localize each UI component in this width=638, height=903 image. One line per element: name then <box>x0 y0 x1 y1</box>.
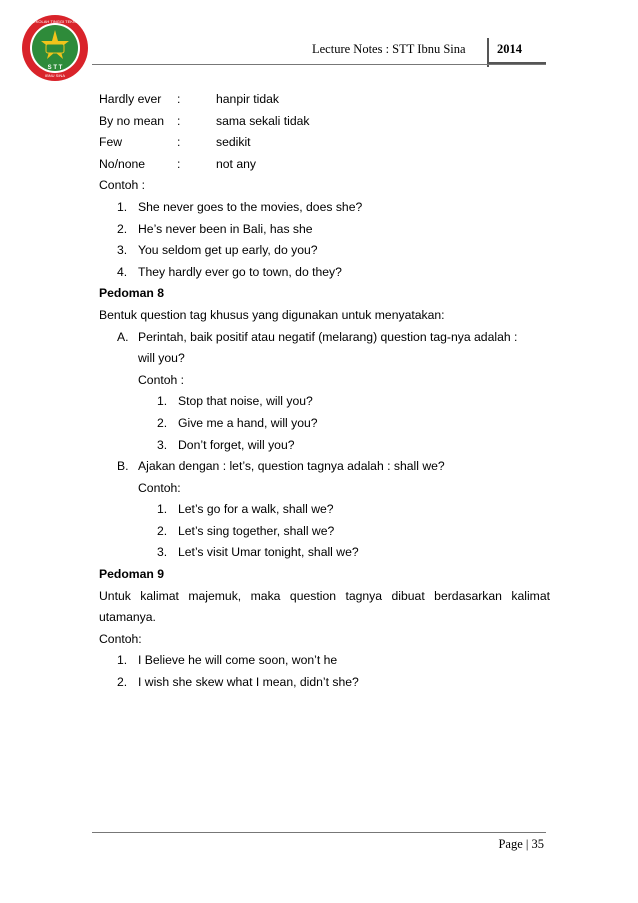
logo-stt-text: S T T <box>47 65 63 71</box>
term-row <box>99 111 550 133</box>
example-item <box>99 413 550 435</box>
example-number: 2. <box>117 675 128 690</box>
stt-ibnu-sina-logo <box>20 13 90 83</box>
example-item <box>99 262 550 284</box>
logo-bottom-text: IBNU SINA <box>44 73 66 78</box>
term-word: Hardly ever <box>99 92 162 106</box>
example-item <box>99 197 550 219</box>
term-meaning: hanpir tidak <box>216 92 280 106</box>
example-item <box>99 435 550 457</box>
pedoman-9-line1: Untuk kalimat majemuk, maka question tagnya dibuat berdasarkan kalimat <box>99 588 550 603</box>
example-item <box>99 219 550 241</box>
term-row <box>99 89 550 111</box>
example-text: They hardly ever go to town, do they? <box>138 264 342 279</box>
example-number: 3. <box>117 243 128 258</box>
contoh-list <box>99 197 550 283</box>
example-text: Let’s sing together, shall we? <box>178 523 335 538</box>
pedoman-9-line2: utamanya. <box>99 610 156 625</box>
term-row <box>99 132 550 154</box>
pedoman-8-intro: Bentuk question tag khusus yang digunakan untuk menyatakan: <box>99 307 445 322</box>
example-item <box>99 521 550 543</box>
term-list <box>99 89 550 175</box>
term-word: No/none <box>99 156 146 171</box>
example-number: 1. <box>157 502 168 517</box>
header-rule <box>92 64 546 65</box>
example-text: Let’s visit Umar tonight, shall we? <box>178 545 359 560</box>
example-item <box>99 542 550 564</box>
footer-rule <box>92 832 546 833</box>
example-number: 2. <box>157 415 168 430</box>
term-word: By no mean <box>99 113 165 128</box>
pedoman-9-contoh: Contoh: <box>99 631 142 646</box>
term-colon: : <box>177 135 181 150</box>
example-item <box>99 391 550 413</box>
pedoman-8-a-line1 <box>99 327 550 349</box>
contoh-label: Contoh : <box>99 178 146 193</box>
header-rule-accent <box>489 62 546 64</box>
pedoman-8-a-examples <box>99 391 550 456</box>
term-meaning: not any <box>216 156 256 171</box>
term-row <box>99 154 550 176</box>
example-text: Don’t forget, will you? <box>178 437 295 452</box>
example-text: He’s never been in Bali, has she <box>138 221 313 236</box>
example-item <box>99 499 550 521</box>
example-item <box>99 240 550 262</box>
pedoman-8-heading: Pedoman 8 <box>99 286 165 301</box>
example-text: You seldom get up early, do you? <box>138 243 318 258</box>
term-colon: : <box>177 113 181 128</box>
pedoman-8-a-contoh: Contoh : <box>138 372 185 387</box>
example-number: 4. <box>117 264 128 279</box>
header-title: Lecture Notes : STT Ibnu Sina <box>312 42 466 56</box>
term-colon: : <box>177 156 181 171</box>
term-colon: : <box>177 92 181 106</box>
example-item <box>99 672 550 694</box>
example-number: 3. <box>157 437 168 452</box>
term-meaning: sedikit <box>216 135 251 150</box>
example-number: 2. <box>157 523 168 538</box>
header-year: 2014 <box>497 42 522 56</box>
example-number: 2. <box>117 221 128 236</box>
example-text: She never goes to the movies, does she? <box>138 199 363 214</box>
example-text: Give me a hand, will you? <box>178 415 318 430</box>
example-text: I wish she skew what I mean, didn’t she? <box>138 675 359 690</box>
pedoman-8-a-line2: will you? <box>138 351 185 366</box>
pedoman-8-b-examples <box>99 499 550 564</box>
term-meaning: sama sekali tidak <box>216 113 310 128</box>
pedoman-8-a-text: Perintah, baik positif atau negatif (melarang) question tag-nya adalah : <box>138 329 518 344</box>
term-word: Few <box>99 135 123 150</box>
page-number: Page | 35 <box>498 837 544 851</box>
example-number: 3. <box>157 545 168 560</box>
pedoman-9-examples <box>99 650 550 693</box>
list-letter-b: B. <box>117 459 129 474</box>
pedoman-8-b-text: Ajakan dengan : let’s, question tagnya adalah : shall we? <box>138 459 445 474</box>
example-number: 1. <box>117 199 128 214</box>
example-number: 1. <box>157 394 168 409</box>
pedoman-8-b-line1 <box>99 456 550 478</box>
example-number: 1. <box>117 653 128 668</box>
example-text: I Believe he will come soon, won’t he <box>138 653 338 668</box>
example-text: Let’s go for a walk, shall we? <box>178 502 334 517</box>
example-text: Stop that noise, will you? <box>178 394 313 409</box>
list-letter-a: A. <box>117 329 129 344</box>
pedoman-9-heading: Pedoman 9 <box>99 567 165 582</box>
page-content <box>99 89 550 694</box>
example-item <box>99 650 550 672</box>
logo-top-text: SEKOLAH TINGGI TEKNIK <box>30 19 80 24</box>
pedoman-8-b-contoh: Contoh: <box>138 480 181 495</box>
